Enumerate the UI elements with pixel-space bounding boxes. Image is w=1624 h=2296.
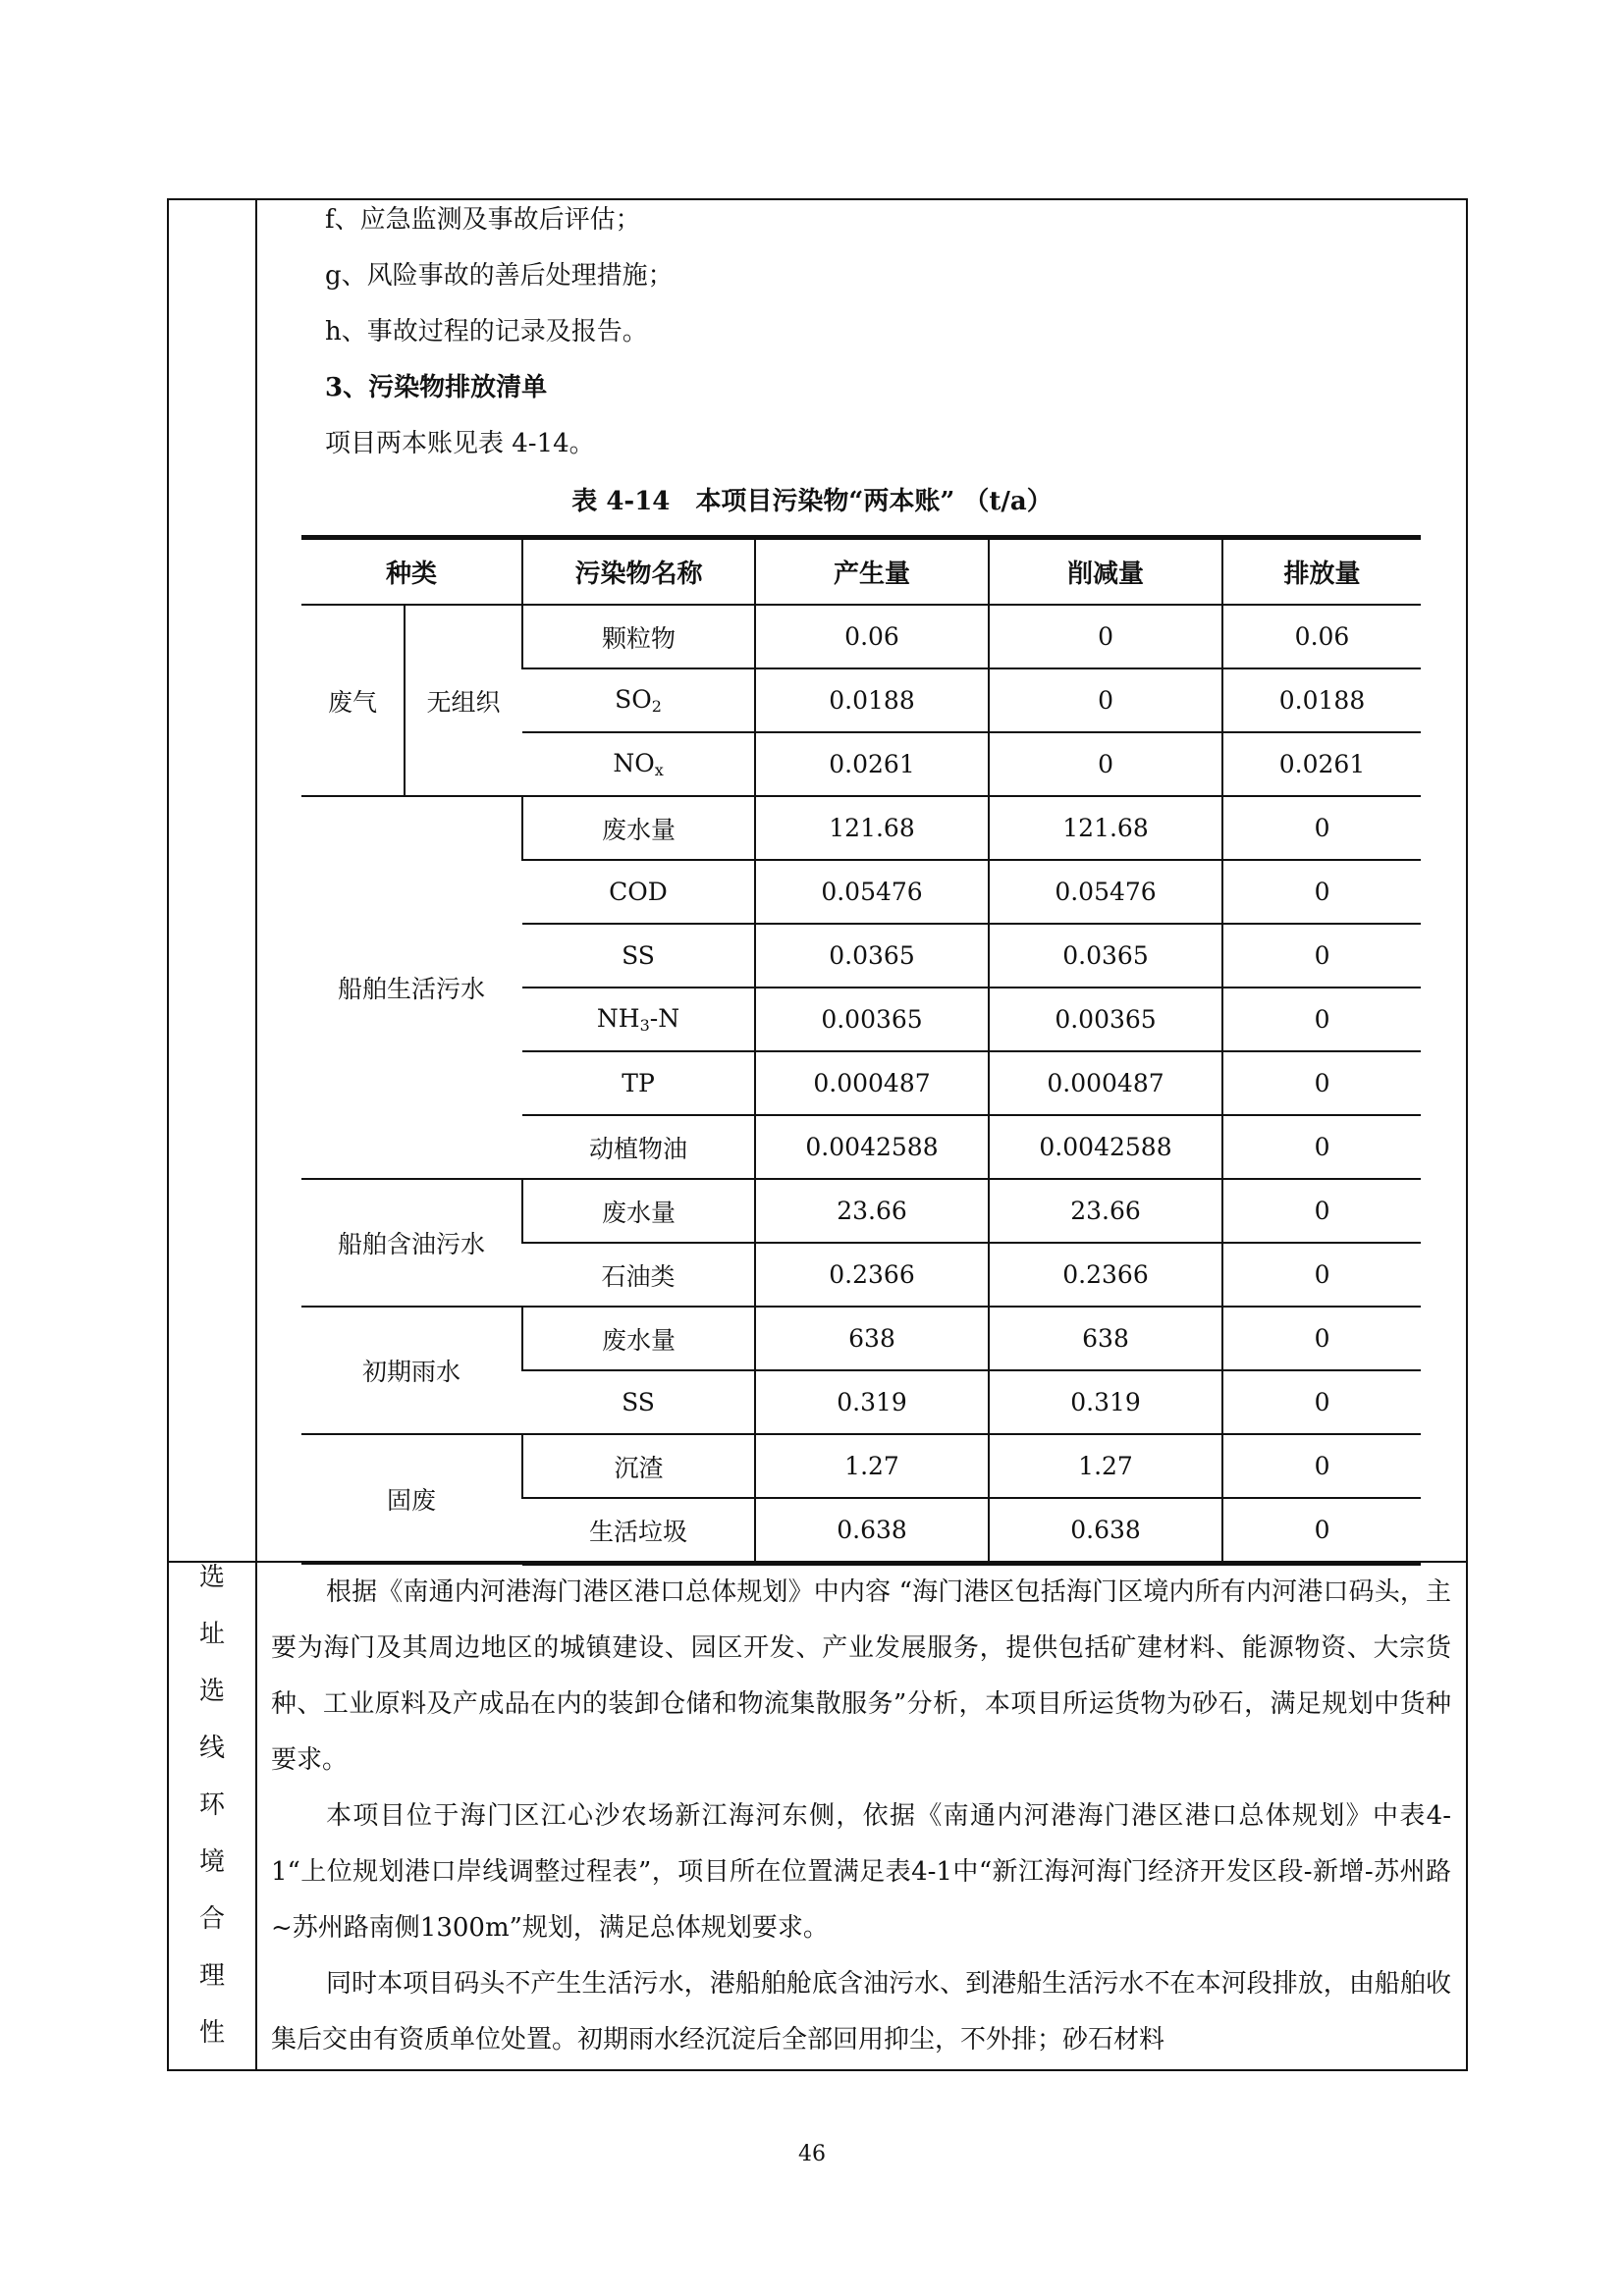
label-char: 选 xyxy=(198,1563,225,1592)
header-pollutant: 污染物名称 xyxy=(522,538,755,606)
table-header-row xyxy=(301,538,1421,606)
reduced-value: 0.638 xyxy=(989,1498,1222,1564)
table-row xyxy=(301,796,1421,860)
pollutant-name: 废水量 xyxy=(522,1179,755,1243)
label-char: 选 xyxy=(198,1677,225,1706)
reduced-value: 121.68 xyxy=(989,796,1222,860)
emitted-value: 0 xyxy=(1222,1243,1421,1307)
pollutant-name: SS xyxy=(522,924,755,988)
reduced-value: 0.2366 xyxy=(989,1243,1222,1307)
emitted-value: 0.06 xyxy=(1222,605,1421,668)
produced-value: 0.000487 xyxy=(755,1051,989,1115)
table-title: 表 4-14 本项目污染物“两本账” （t/a） xyxy=(571,487,1053,516)
group-waste-gas: 废气 xyxy=(301,605,405,796)
produced-value: 0.0261 xyxy=(755,732,989,796)
emitted-value: 0 xyxy=(1222,988,1421,1051)
pollutant-name: 废水量 xyxy=(522,796,755,860)
emitted-value: 0 xyxy=(1222,924,1421,988)
produced-value: 121.68 xyxy=(755,796,989,860)
reduced-value: 0 xyxy=(989,668,1222,732)
group-ship-oily: 船舶含油污水 xyxy=(301,1179,522,1307)
reduced-value: 0 xyxy=(989,605,1222,668)
produced-value: 0.638 xyxy=(755,1498,989,1564)
section-heading: 3、污染物排放清单 xyxy=(325,373,548,402)
pollutant-name: $SO_2$ xyxy=(522,668,755,732)
pollutant-ledger-table xyxy=(301,535,1421,1566)
emitted-value: 0.0261 xyxy=(1222,732,1421,796)
produced-value: 0.0188 xyxy=(755,668,989,732)
pollutant-name: 动植物油 xyxy=(522,1115,755,1179)
header-category: 种类 xyxy=(301,538,522,606)
item-f: f、应急监测及事故后评估； xyxy=(325,205,641,235)
produced-value: 23.66 xyxy=(755,1179,989,1243)
group-ship-domestic: 船舶生活污水 xyxy=(301,796,522,1179)
emitted-value: 0 xyxy=(1222,1498,1421,1564)
pollutant-name: 废水量 xyxy=(522,1307,755,1370)
group-initial-rain: 初期雨水 xyxy=(301,1307,522,1434)
label-char: 性 xyxy=(198,2018,225,2048)
emitted-value: 0 xyxy=(1222,1179,1421,1243)
reduced-value: 0.0042588 xyxy=(989,1115,1222,1179)
reduced-value: 0.0365 xyxy=(989,924,1222,988)
produced-value: 638 xyxy=(755,1307,989,1370)
site-paragraph-1: 根据《南通内河港海门港区港口总体规划》中内容 “海门港区包括海门区境内所有内河港口码头，主要为海门及其周边地区的城镇建设、园区开发、产业发展服务，提供包括矿建材料、能源物资、大宗货种、工业原料及产成品在内的装卸仓储和物流集散服务”分析，本项目所运货物为砂石，满足规划中货种要求。 xyxy=(271,1577,1451,1775)
table-row xyxy=(301,1434,1421,1498)
pollutant-name: $NH_3-N$ xyxy=(522,988,755,1051)
table-row xyxy=(301,605,1421,668)
label-char: 境 xyxy=(198,1847,225,1877)
emitted-value: 0 xyxy=(1222,1370,1421,1434)
emitted-value: 0 xyxy=(1222,1051,1421,1115)
site-paragraph-2: 本项目位于海门区江心沙农场新江海河东侧，依据《南通内河港海门港区港口总体规划》中表4-1“上位规划港口岸线调整过程表”，项目所在位置满足表4-1中“新江海河海门经济开发区段-新增-苏州路~苏州路南侧1300m”规划，满足总体规划要求。 xyxy=(271,1801,1451,1943)
label-char: 环 xyxy=(198,1790,225,1820)
label-char: 理 xyxy=(198,1961,225,1991)
pollutant-name: TP xyxy=(522,1051,755,1115)
produced-value: 1.27 xyxy=(755,1434,989,1498)
group-unorganized: 无组织 xyxy=(405,605,522,796)
pollutant-name: 颗粒物 xyxy=(522,605,755,668)
produced-value: 0.06 xyxy=(755,605,989,668)
emitted-value: 0 xyxy=(1222,860,1421,924)
table-row xyxy=(301,1307,1421,1370)
produced-value: 0.2366 xyxy=(755,1243,989,1307)
reduced-value: 0.000487 xyxy=(989,1051,1222,1115)
emitted-value: 0 xyxy=(1222,1115,1421,1179)
pollutant-name: 石油类 xyxy=(522,1243,755,1307)
produced-value: 0.0365 xyxy=(755,924,989,988)
produced-value: 0.05476 xyxy=(755,860,989,924)
emitted-value: 0 xyxy=(1222,796,1421,860)
emitted-value: 0.0188 xyxy=(1222,668,1421,732)
label-char: 合 xyxy=(198,1904,225,1934)
produced-value: 0.319 xyxy=(755,1370,989,1434)
pollutant-name: 生活垃圾 xyxy=(522,1498,755,1564)
label-char: 线 xyxy=(198,1734,225,1763)
page-number: 46 xyxy=(798,2142,826,2166)
group-solid-waste: 固废 xyxy=(301,1434,522,1564)
reduced-value: 638 xyxy=(989,1307,1222,1370)
site-paragraph-3: 同时本项目码头不产生生活污水，港船舶舱底含油污水、到港船生活污水不在本河段排放，由船舶收集后交由有资质单位处置。初期雨水经沉淀后全部回用抑尘，不外排；砂石材料 xyxy=(271,1969,1451,2055)
header-produced: 产生量 xyxy=(755,538,989,606)
site-selection-label xyxy=(192,1563,232,2075)
reduced-value: 23.66 xyxy=(989,1179,1222,1243)
label-char: 址 xyxy=(198,1620,225,1649)
item-g: g、风险事故的善后处理措施； xyxy=(325,261,674,291)
reduced-value: 0.05476 xyxy=(989,860,1222,924)
emitted-value: 0 xyxy=(1222,1434,1421,1498)
pollutant-name: SS xyxy=(522,1370,755,1434)
pollutant-name: $NO_x$ xyxy=(522,732,755,796)
item-h: h、事故过程的记录及报告。 xyxy=(325,317,648,347)
pollutant-name: COD xyxy=(522,860,755,924)
emitted-value: 0 xyxy=(1222,1307,1421,1370)
intro-text: 项目两本账见表 4-14。 xyxy=(325,429,595,458)
produced-value: 0.0042588 xyxy=(755,1115,989,1179)
reduced-value: 0.319 xyxy=(989,1370,1222,1434)
header-emitted: 排放量 xyxy=(1222,538,1421,606)
produced-value: 0.00365 xyxy=(755,988,989,1051)
pollutant-name: 沉渣 xyxy=(522,1434,755,1498)
reduced-value: 1.27 xyxy=(989,1434,1222,1498)
header-reduced: 削减量 xyxy=(989,538,1222,606)
reduced-value: 0.00365 xyxy=(989,988,1222,1051)
reduced-value: 0 xyxy=(989,732,1222,796)
table-row xyxy=(301,1179,1421,1243)
